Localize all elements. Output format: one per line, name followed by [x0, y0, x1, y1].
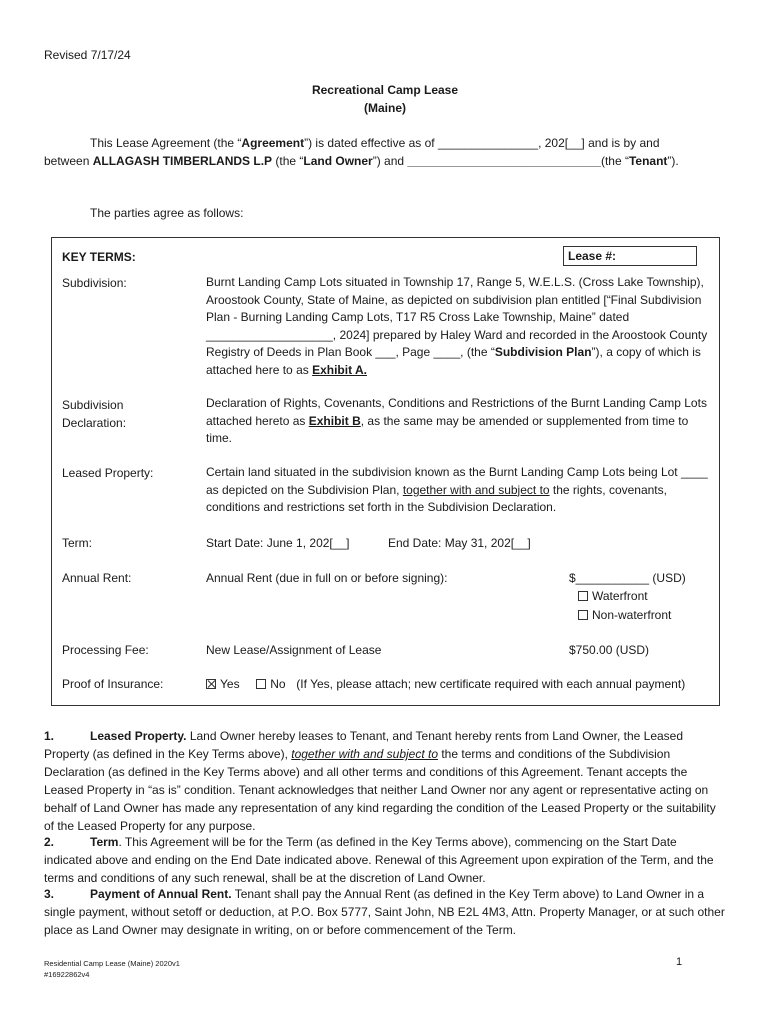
key-terms-heading: KEY TERMS:: [62, 250, 136, 264]
non-waterfront-checkbox[interactable]: [578, 610, 588, 620]
section-1: 1. Leased Property. Land Owner hereby leases to Tenant, and Tenant hereby rents from Land Owner, the Leased Property (as defined in the Key Terms above), together with and subject to the terms and conditions of the Subdivision Declaration (as defined in the Key Terms above) and all other terms and conditions of this Agreement. Tenant accepts the Leased Property in “as is” condition. Tenant acknowledges that neither Land Owner nor any agent or representative acting on behalf of Land Owner has made any representation of any kind regarding the condition of the Leased Property or the suitability of the Leased Property for any purpose.: [44, 729, 716, 833]
insurance-yes-checkbox[interactable]: [206, 679, 216, 689]
parties-agree: The parties agree as follows:: [90, 206, 244, 220]
document-subtitle: (Maine): [364, 101, 406, 115]
declaration-label: Subdivision Declaration:: [62, 398, 127, 430]
waterfront-checkbox[interactable]: [578, 591, 588, 601]
subdivision-label: Subdivision:: [62, 276, 127, 290]
revised-date: Revised 7/17/24: [44, 48, 131, 62]
annual-rent-amount: $___________ (USD): [569, 571, 686, 585]
term-end-date: End Date: May 31, 202[__]: [388, 536, 531, 550]
insurance-no-checkbox[interactable]: [256, 679, 266, 689]
insurance-yes-option[interactable]: Yes: [206, 677, 240, 691]
section-3: 3. Payment of Annual Rent. Tenant shall pay the Annual Rent (as defined in the Key Term above) to Land Owner in a single payment, without setoff or deduction, at P.O. Box 5777, Saint John, NB E2L 4M3, Attn. Property Manager, or at such other place as Land Owner may designate in writing, on or before commencement of the Term.: [44, 887, 725, 937]
insurance-label: Proof of Insurance:: [62, 677, 164, 691]
insurance-no-option[interactable]: No: [256, 677, 285, 691]
footer-doc-id: #16922862v4: [44, 970, 90, 979]
lease-number-field[interactable]: Lease #:: [563, 246, 697, 266]
processing-fee-text: New Lease/Assignment of Lease: [206, 643, 382, 657]
footer-doc-name: Residential Camp Lease (Maine) 2020v1: [44, 959, 180, 968]
leased-property-value: Certain land situated in the subdivision known as the Burnt Landing Camp Lots being Lot ____ as depicted on the Subdivision Plan, together with and subject to the rights, covenants, conditions and restrictions set forth in the Subdivision Declaration.: [206, 465, 708, 514]
insurance-options: [206, 676, 716, 694]
processing-fee-amount: $750.00 (USD): [569, 643, 650, 657]
annual-rent-text: Annual Rent (due in full on or before signing):: [206, 571, 448, 585]
non-waterfront-option[interactable]: Non-waterfront: [578, 607, 718, 625]
leased-property-label: Leased Property:: [62, 466, 154, 480]
section-2: 2. Term. This Agreement will be for the Term (as defined in the Key Terms above), commencing on the Start Date indicated above and ending on the End Date indicated above. Renewal of this Agreement upon expiration of the Term, and the terms and conditions of any such renewal, shall be at the discretion of Land Owner.: [44, 835, 714, 885]
term-start-date: Start Date: June 1, 202[__]: [206, 536, 350, 550]
document-title: Recreational Camp Lease: [311, 83, 459, 97]
page-number: 1: [676, 956, 683, 968]
intro-paragraph: This Lease Agreement (the “Agreement”) is dated effective as of _______________, 202[__] and is by and between ALLAGASH TIMBERLANDS L.P (the “Land Owner”) and _____________________________(the “Tenant”).: [44, 136, 679, 168]
term-label: Term:: [62, 536, 92, 550]
exhibit-b-link: Exhibit B: [308, 413, 361, 428]
declaration-value: Declaration of Rights, Covenants, Conditions and Restrictions of the Burnt Landing Camp Lots attached hereto as Exhibit B, as the same may be amended or supplemented from time to time.: [206, 396, 707, 445]
insurance-note: (If Yes, please attach; new certificate required with each annual payment): [296, 677, 686, 691]
subdivision-value: Burnt Landing Camp Lots situated in Township 17, Range 5, W.E.L.S. (Cross Lake Township), Aroostook County, State of Maine, as depicted on subdivision plan entitled [“Final Subdivision Plan - Burning Landing Camp Lots, T17 R5 Cross Lake Township, Maine” dated ___________________, 2024] prepared by Haley Ward and recorded in the Aroostook County Registry of Deeds in Plan Book ___, Page ____, (the “Subdivision Plan”), a copy of which is attached here to as Exhibit A.: [206, 275, 708, 377]
processing-fee-label: Processing Fee:: [62, 643, 149, 657]
waterfront-option[interactable]: Waterfront: [578, 588, 718, 606]
exhibit-a-link: Exhibit A.: [312, 362, 367, 377]
footer-doc-info: [44, 958, 180, 980]
annual-rent-label: Annual Rent:: [62, 571, 132, 585]
